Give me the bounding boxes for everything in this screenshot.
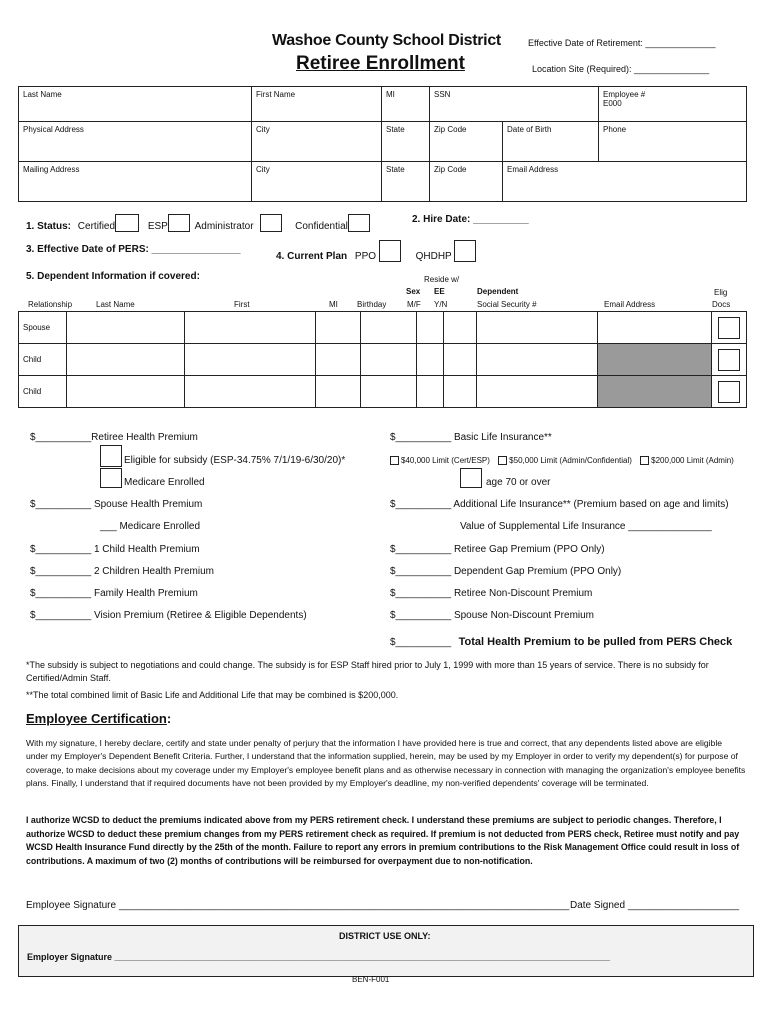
elig-header: Elig — [714, 288, 728, 297]
dep-last-name-cell[interactable] — [67, 344, 185, 376]
esp-label: ESP — [147, 221, 168, 232]
spouse-health-premium[interactable]: $__________ Spouse Health Premium — [30, 499, 203, 510]
dep-mf-header: M/F — [407, 300, 421, 309]
mailing-zip-field[interactable]: Zip Code — [430, 162, 503, 202]
dep-ssn-header: Social Security # — [477, 300, 537, 309]
dep-mi-cell[interactable] — [316, 376, 361, 408]
zip-field[interactable]: Zip Code — [430, 122, 503, 162]
dependents-title: 5. Dependent Information if covered: — [26, 271, 200, 282]
employee-number-field[interactable]: Employee # E000 — [599, 87, 747, 122]
mailing-state-field[interactable]: State — [382, 162, 430, 202]
limit-50k-checkbox[interactable] — [498, 456, 507, 465]
email-field[interactable]: Email Address — [503, 162, 747, 202]
limit-50k-label: $50,000 Limit (Admin/Confidential) — [509, 456, 632, 465]
limit-200k-checkbox[interactable] — [640, 456, 649, 465]
ee-header: EE — [434, 287, 445, 296]
dependent-gap-premium[interactable]: $__________ Dependent Gap Premium (PPO Only) — [390, 566, 622, 577]
certified-checkbox[interactable] — [115, 214, 139, 232]
additional-life-insurance[interactable]: $__________ Additional Life Insurance** (Premium based on age and limits) — [390, 499, 729, 510]
dependents-table — [18, 311, 747, 408]
hire-date[interactable]: 2. Hire Date: __________ — [412, 214, 529, 225]
medicare-enrolled-label: Medicare Enrolled — [124, 477, 205, 488]
dep-mi-cell[interactable] — [316, 344, 361, 376]
dep-first-cell[interactable] — [185, 312, 316, 344]
subsidy-checkbox[interactable] — [100, 445, 122, 467]
status-row — [26, 214, 370, 232]
dep-sex-cell[interactable] — [417, 312, 444, 344]
dep-first-header: First — [234, 300, 250, 309]
dep-reside-cell[interactable] — [444, 376, 477, 408]
dep-ssn-cell[interactable] — [477, 312, 598, 344]
total-premium-label: Total Health Premium to be pulled from PERS Check — [458, 636, 733, 648]
certification-text: With my signature, I hereby declare, certify and state under penalty of perjury that the information I have provided here is true and correct, that any dependents listed above are eligible under my Employer's Dependent Benefit Criteria. Further, I understand that the information supplied, herein, may be used by my Employer in order to verify my dependent(s) for purpose of coverage, to make decisions about my coverage under my Employer's employee benefit plans and as otherwise necessary in connection with managing the organization's employee benefits plans. Finally, I understand that if required documents have not been provided by my Employer's deadline, my non-verified dependents' coverage will be terminated. — [26, 738, 746, 788]
docs-checkbox[interactable] — [718, 317, 740, 339]
confidential-label: Confidential — [295, 221, 348, 232]
city-field[interactable]: City — [252, 122, 382, 162]
first-name-field[interactable]: First Name — [252, 87, 382, 122]
certification-title: Employee Certification: — [26, 711, 172, 726]
age70-label: age 70 or over — [486, 477, 551, 488]
employee-signature[interactable]: Employee Signature _________________________________________________________________________________ — [26, 900, 570, 911]
employer-signature[interactable]: Employer Signature ___________________________________________________________________________________________________ — [27, 952, 611, 962]
dep-last-name-cell[interactable] — [67, 376, 185, 408]
dep-sex-cell[interactable] — [417, 344, 444, 376]
reside-header: Reside w/ — [424, 275, 460, 284]
total-premium-amount[interactable]: $__________ — [390, 637, 452, 648]
dep-email-cell-disabled — [598, 344, 712, 376]
current-plan-row — [276, 240, 476, 262]
administrator-checkbox[interactable] — [260, 214, 282, 232]
certified-label: Certified — [77, 221, 116, 232]
dep-email-cell-disabled — [598, 376, 712, 408]
relationship-header: Relationship — [28, 300, 73, 309]
supplemental-life-value[interactable]: Value of Supplemental Life Insurance _______________ — [460, 521, 712, 532]
dep-docs-cell — [712, 376, 747, 408]
sex-header: Sex — [406, 287, 421, 296]
last-name-field[interactable]: Last Name — [19, 87, 252, 122]
ppo-label: PPO — [354, 251, 377, 262]
dob-field[interactable]: Date of Birth — [503, 122, 599, 162]
dependent-header: Dependent — [477, 287, 519, 296]
state-field[interactable]: State — [382, 122, 430, 162]
mi-field[interactable]: MI — [382, 87, 430, 122]
basic-life-insurance[interactable]: $__________ Basic Life Insurance** — [390, 432, 552, 443]
form-title: Retiree Enrollment — [296, 53, 465, 74]
ssn-field[interactable]: SSN — [430, 87, 599, 122]
mailing-address-field[interactable]: Mailing Address — [19, 162, 252, 202]
spouse-nondiscount-premium[interactable]: $__________ Spouse Non-Discount Premium — [390, 610, 595, 621]
physical-address-field[interactable]: Physical Address — [19, 122, 252, 162]
spouse-medicare-enrolled[interactable]: ___ Medicare Enrolled — [100, 521, 201, 532]
retiree-health-premium[interactable]: $__________Retiree Health Premium — [30, 432, 198, 443]
district-use-title: DISTRICT USE ONLY: — [339, 931, 431, 941]
subsidy-note: *The subsidy is subject to negotiations and could change. The subsidy is for ESP Staff hired prior to July 1, 1999 with more than 15 years of service. There is no subsidy for Certified/Admin Staff. — [26, 660, 709, 683]
ppo-checkbox[interactable] — [379, 240, 401, 262]
qhdhp-checkbox[interactable] — [454, 240, 476, 262]
relationship-cell: Child — [19, 376, 67, 408]
table-row — [19, 344, 747, 376]
dep-first-cell[interactable] — [185, 344, 316, 376]
child1-health-premium[interactable]: $__________ 1 Child Health Premium — [30, 544, 200, 555]
personal-info-table — [18, 86, 747, 202]
dep-docs-cell — [712, 312, 747, 344]
qhdhp-label: QHDHP — [415, 251, 452, 262]
form-id: BEN-F001 — [352, 975, 390, 984]
phone-field[interactable]: Phone — [599, 122, 747, 162]
district-use-box — [18, 925, 754, 977]
esp-checkbox[interactable] — [168, 214, 190, 232]
dep-email-cell[interactable] — [598, 312, 712, 344]
limit-40k-label: $40,000 Limit (Cert/ESP) — [401, 456, 490, 465]
total-premium-row — [390, 632, 732, 650]
dep-mi-header: MI — [329, 300, 338, 309]
table-row — [19, 312, 747, 344]
dep-ssn-cell[interactable] — [477, 344, 598, 376]
effective-date-retirement[interactable]: Effective Date of Retirement: ______________ — [528, 38, 716, 48]
current-plan-label: 4. Current Plan — [276, 251, 348, 262]
relationship-cell: Spouse — [19, 312, 67, 344]
retiree-gap-premium[interactable]: $__________ Retiree Gap Premium (PPO Only) — [390, 544, 605, 555]
authorization-text: I authorize WCSD to deduct the premiums indicated above from my PERS retirement check. I understand these premiums are subject to periodic changes. Therefore, I authorize WCSD to deduct these premium changes from my PERS retirement check as required. If premium is not deducted from PERS check, Retiree must notify and pay WCSD Health Insurance Fund directly by the 25th of the month. Failure to report any errors in premium contributions to the Risk Management Office could result in loss of contributions. A maximum of two (2) months of contributions will be reimbursed for overpayment due to non-notification. — [26, 815, 740, 866]
dep-docs-cell — [712, 344, 747, 376]
docs-checkbox[interactable] — [718, 349, 740, 371]
district-title: Washoe County School District — [272, 32, 501, 49]
age70-checkbox[interactable] — [460, 468, 482, 488]
limit-200k-label: $200,000 Limit (Admin) — [651, 456, 734, 465]
dep-birthday-cell[interactable] — [361, 376, 417, 408]
vision-premium[interactable]: $__________ Vision Premium (Retiree & Eligible Dependents) — [30, 610, 307, 621]
dep-reside-cell[interactable] — [444, 344, 477, 376]
date-signed[interactable]: Date Signed ____________________ — [570, 900, 740, 911]
administrator-label: Administrator — [194, 221, 254, 232]
location-site[interactable]: Location Site (Required): _______________ — [532, 64, 710, 74]
medicare-enrolled-checkbox[interactable] — [100, 468, 122, 488]
dep-ssn-cell[interactable] — [477, 376, 598, 408]
dep-email-header: Email Address — [604, 300, 656, 309]
dep-yn-header: Y/N — [434, 300, 448, 309]
eligible-subsidy-label: Eligible for subsidy (ESP-34.75% 7/1/19-6/30/20)* — [124, 455, 346, 466]
dep-first-cell[interactable] — [185, 376, 316, 408]
dep-mi-cell[interactable] — [316, 312, 361, 344]
table-row — [19, 376, 747, 408]
limit-40k-checkbox[interactable] — [390, 456, 399, 465]
dep-reside-cell[interactable] — [444, 312, 477, 344]
dep-sex-cell[interactable] — [417, 376, 444, 408]
dep-docs-header: Docs — [712, 300, 731, 309]
dep-last-name-header: Last Name — [96, 300, 135, 309]
life-limit-note: **The total combined limit of Basic Life and Additional Life that may be combined is $200,000. — [26, 690, 399, 700]
dep-birthday-cell[interactable] — [361, 344, 417, 376]
confidential-checkbox[interactable] — [348, 214, 370, 232]
mailing-city-field[interactable]: City — [252, 162, 382, 202]
pers-effective-date[interactable]: 3. Effective Date of PERS: ________________ — [26, 244, 241, 255]
docs-checkbox[interactable] — [718, 381, 740, 403]
life-limits-row — [390, 456, 734, 465]
relationship-cell: Child — [19, 344, 67, 376]
dep-last-name-cell[interactable] — [67, 312, 185, 344]
child2-health-premium[interactable]: $__________ 2 Children Health Premium — [30, 566, 215, 577]
status-label: 1. Status: — [26, 221, 72, 232]
family-health-premium[interactable]: $__________ Family Health Premium — [30, 588, 198, 599]
retiree-nondiscount-premium[interactable]: $__________ Retiree Non-Discount Premium — [390, 588, 593, 599]
dep-birthday-header: Birthday — [357, 300, 387, 309]
dep-birthday-cell[interactable] — [361, 312, 417, 344]
